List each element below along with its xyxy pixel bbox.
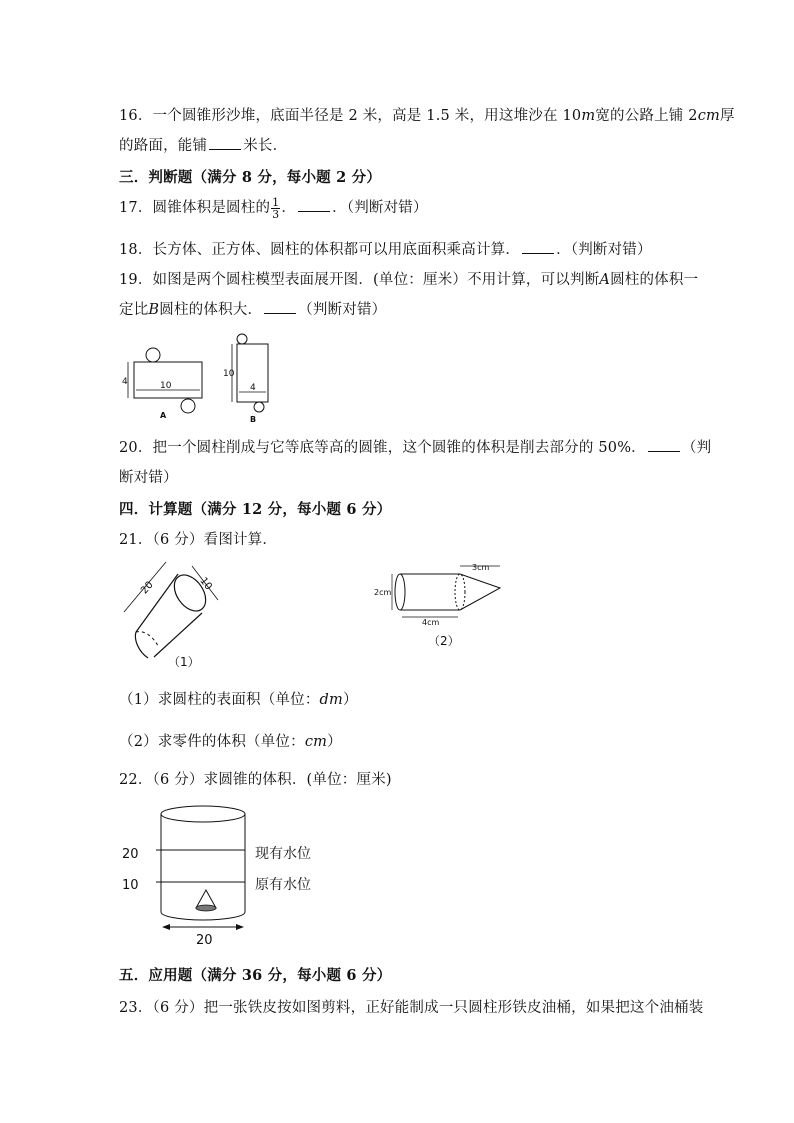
q19-line-1: 19．如图是两个圆柱模型表面展开图．(单位：厘米）不用计算，可以判断A圆柱的体积一 [119, 272, 699, 288]
q21: 21．（6 分）看图计算． [119, 532, 278, 548]
width-value: 20 [196, 933, 213, 948]
original-level-label: 原有水位 [255, 877, 311, 893]
net-a-circle-bottom [181, 399, 195, 413]
cylinder-near-end-hidden [136, 632, 158, 646]
section-4-title: 四．计算题（满分 12 分，每小题 6 分） [119, 501, 392, 518]
q21-part-figure [370, 562, 520, 657]
cyl-length-label: 4cm [422, 618, 440, 627]
answer-blank[interactable] [298, 199, 330, 212]
fig1-caption: （1） [168, 655, 200, 669]
net-b-label: B [250, 415, 257, 424]
cylinder-near-end [135, 632, 148, 658]
container-top-rim [161, 806, 245, 822]
level-now-value: 20 [122, 847, 139, 862]
q22: 22．（6 分）求圆锥的体积．(单位：厘米) [119, 772, 392, 788]
answer-blank[interactable] [264, 301, 296, 314]
q16-line-1: 16．一个圆锥形沙堆，底面半径是 2 米，高是 1.5 米，用这堆沙在 10m宽的公路上铺 2cm厚 [119, 108, 735, 124]
q19-line-2: 定比B圆柱的体积大． （判断对错） [119, 302, 387, 318]
q21-sub-2: （2）求零件的体积（单位：cm） [119, 734, 342, 750]
net-b-circle-top [237, 334, 247, 344]
level-orig-value: 10 [122, 878, 139, 893]
container-bottom [161, 912, 245, 920]
q20-line-2: 断对错） [119, 470, 178, 486]
answer-blank[interactable] [209, 137, 241, 150]
q23: 23．（6 分）把一张铁皮按如图剪料，正好能制成一只圆柱形铁皮油桶，如果把这个油桶装 [119, 1000, 704, 1016]
net-a-height-label: 4 [122, 377, 128, 387]
net-a-circle-top [146, 348, 160, 362]
current-level-label: 现有水位 [255, 846, 311, 862]
part-cylinder-right-end [455, 574, 465, 610]
cylinder-top-edge [136, 574, 178, 632]
cone-base [196, 905, 216, 911]
answer-blank[interactable] [522, 241, 554, 254]
cone-height-label: 3cm [472, 563, 490, 572]
length-label: 20 [139, 579, 156, 597]
net-a-width-label: 10 [160, 381, 172, 391]
section-5-title: 五．应用题（满分 36 分，每小题 6 分） [119, 967, 392, 984]
fig2-caption: （2） [428, 634, 460, 648]
q19-cylinder-nets-figure [118, 330, 278, 425]
section-3-title: 三．判断题（满分 8 分，每小题 2 分） [119, 169, 382, 186]
cylinder-bottom-edge [154, 613, 202, 657]
q20-line-1: 20．把一个圆柱削成与它等底等高的圆锥，这个圆锥的体积是削去部分的 50%． （判 [119, 440, 712, 456]
part-cone [460, 574, 500, 610]
q22-container-figure [118, 802, 318, 947]
net-a-rectangle [134, 362, 202, 398]
diameter-label: 10 [197, 575, 214, 593]
unit-cm: cm [697, 108, 721, 124]
q16-line-2: 的路面，能铺 米长． [119, 138, 288, 154]
net-b-height-label: 10 [223, 369, 235, 379]
net-a-label: A [160, 411, 167, 420]
fraction-one-third: $\frac{1}{3}$ [272, 195, 280, 221]
q21-cylinder-figure [118, 560, 228, 680]
q17: 17．圆锥体积是圆柱的 $\frac{1}{3}$ ． ．（判断对错） [119, 195, 428, 221]
q18: 18．长方体、正方体、圆柱的体积都可以用底面积乘高计算． ．（判断对错） [119, 242, 652, 258]
net-b-rectangle [237, 344, 268, 402]
unit-m: m [581, 108, 596, 124]
net-b-width-label: 4 [250, 383, 256, 393]
q21-sub-1: （1）求圆柱的表面积（单位：dm） [119, 692, 358, 708]
width-arrow-left [162, 924, 170, 930]
net-b-circle-bottom [254, 402, 264, 412]
answer-blank[interactable] [648, 439, 680, 452]
cyl-height-label: 2cm [374, 588, 392, 597]
width-arrow-right [236, 924, 244, 930]
part-cylinder-left-end [395, 574, 405, 610]
